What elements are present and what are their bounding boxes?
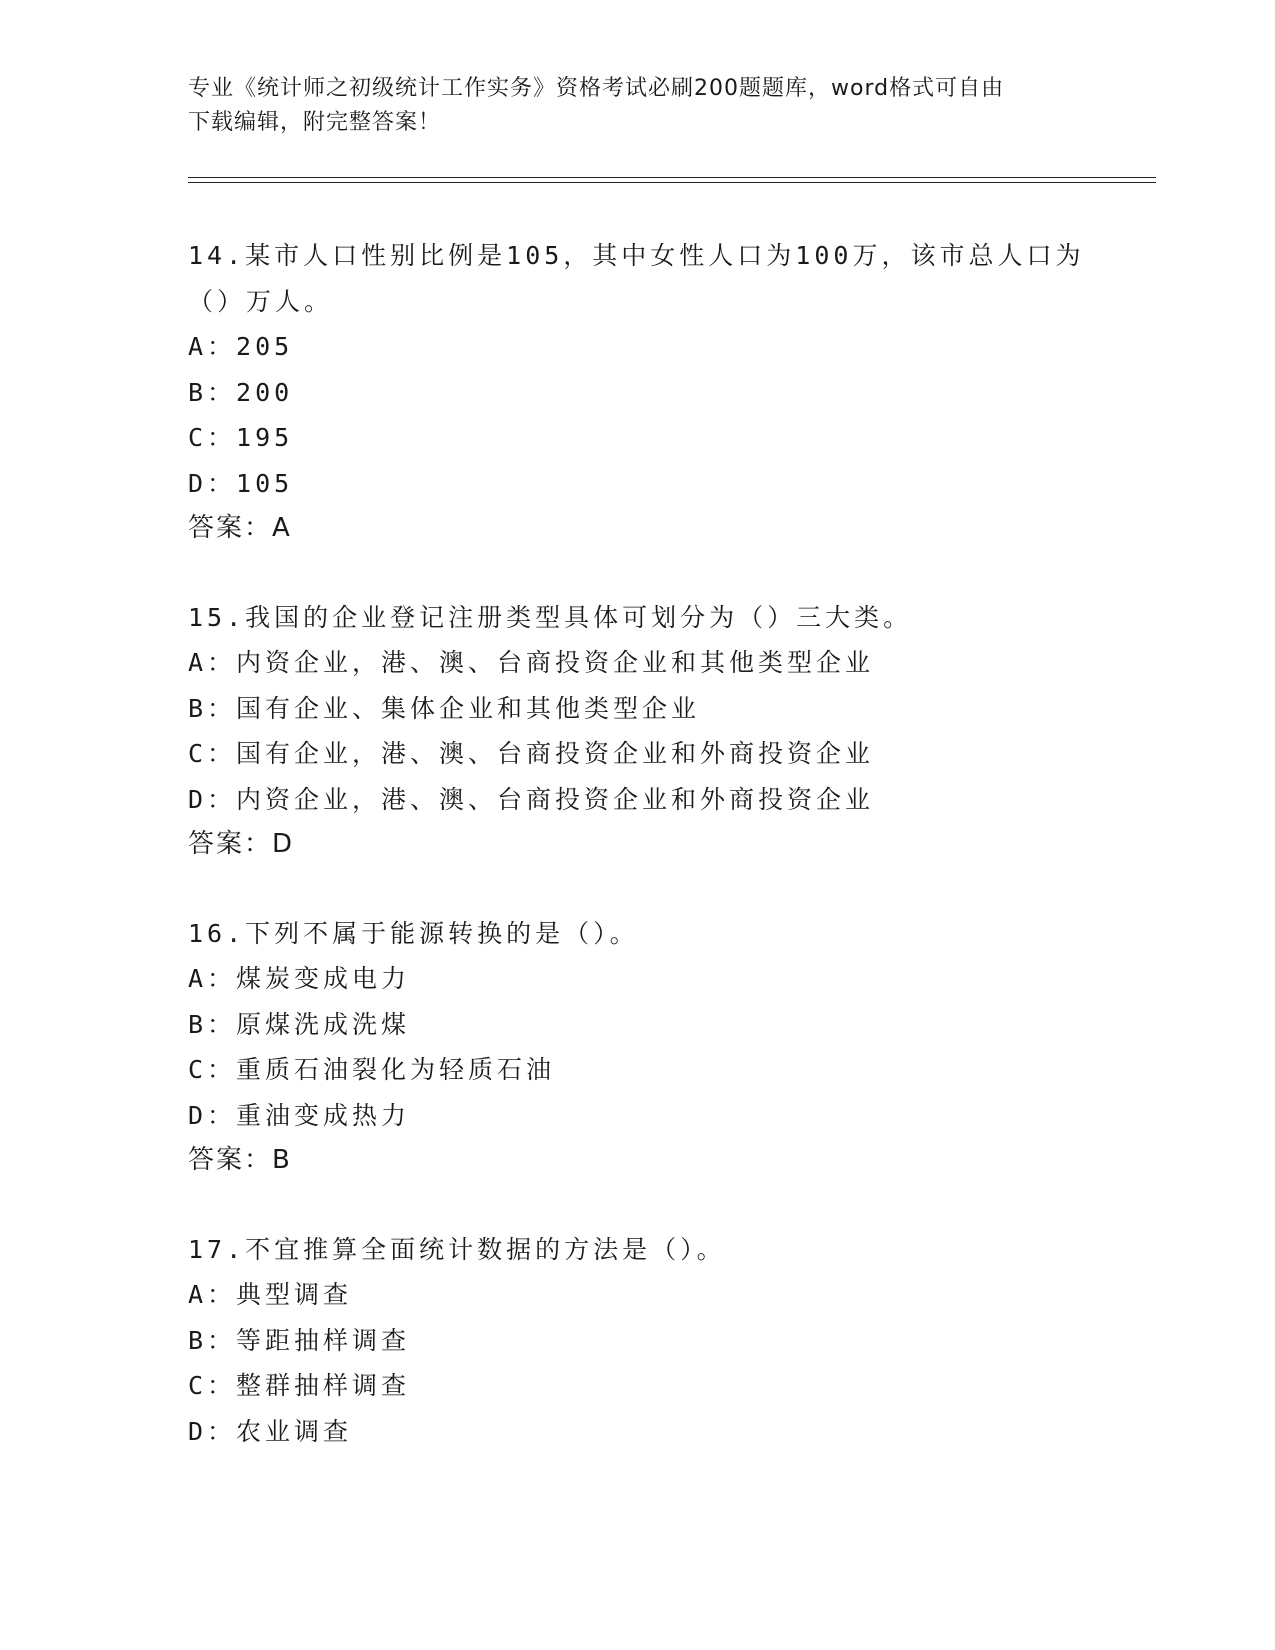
answer: 答案：B xyxy=(188,1145,292,1175)
answer: 答案：D xyxy=(188,829,295,859)
question-17 xyxy=(188,1227,1088,1455)
document-header xyxy=(188,72,1068,140)
answer: 答案：A xyxy=(188,513,292,543)
option-d: D：105 xyxy=(188,468,294,498)
option-a: A：煤炭变成电力 xyxy=(188,964,411,993)
option-c: C：国有企业，港、澳、台商投资企业和外商投资企业 xyxy=(188,739,875,768)
option-d: D：重油变成热力 xyxy=(188,1100,411,1130)
option-d: D：农业调查 xyxy=(188,1416,353,1446)
header-rule-bottom xyxy=(188,182,1156,183)
question-stem: 17.不宜推算全面统计数据的方法是（）。 xyxy=(188,1234,726,1264)
question-list xyxy=(188,233,1088,1497)
question-stem: 14.某市人口性别比例是105，其中女性人口为100万，该市总人口为 xyxy=(188,241,1085,270)
question-stem: 15.我国的企业登记注册类型具体可划分为（）三大类。 xyxy=(188,602,913,632)
question-16 xyxy=(188,911,1088,1184)
option-a: A：内资企业，港、澳、台商投资企业和其他类型企业 xyxy=(188,648,875,677)
option-d: D：内资企业，港、澳、台商投资企业和外商投资企业 xyxy=(188,784,875,814)
option-b: B：等距抽样调查 xyxy=(188,1325,411,1355)
option-b: B：200 xyxy=(188,377,294,407)
option-a: A：205 xyxy=(188,332,294,361)
header-line-2: 下载编辑，附完整答案！ xyxy=(188,110,442,135)
header-line-1: 专业《统计师之初级统计工作实务》资格考试必刷200题题库，word格式可自由 xyxy=(188,76,1005,101)
question-14 xyxy=(188,233,1088,552)
option-b: B：国有企业、集体企业和其他类型企业 xyxy=(188,693,701,723)
header-rule-top xyxy=(188,177,1156,178)
question-stem-continued: （）万人。 xyxy=(188,286,334,316)
option-c: C：195 xyxy=(188,423,294,452)
question-15 xyxy=(188,595,1088,868)
question-stem: 16.下列不属于能源转换的是（）。 xyxy=(188,918,639,948)
option-c: C：重质石油裂化为轻质石油 xyxy=(188,1055,556,1084)
option-c: C：整群抽样调查 xyxy=(188,1371,411,1400)
option-b: B：原煤洗成洗煤 xyxy=(188,1009,411,1039)
option-a: A：典型调查 xyxy=(188,1280,353,1309)
